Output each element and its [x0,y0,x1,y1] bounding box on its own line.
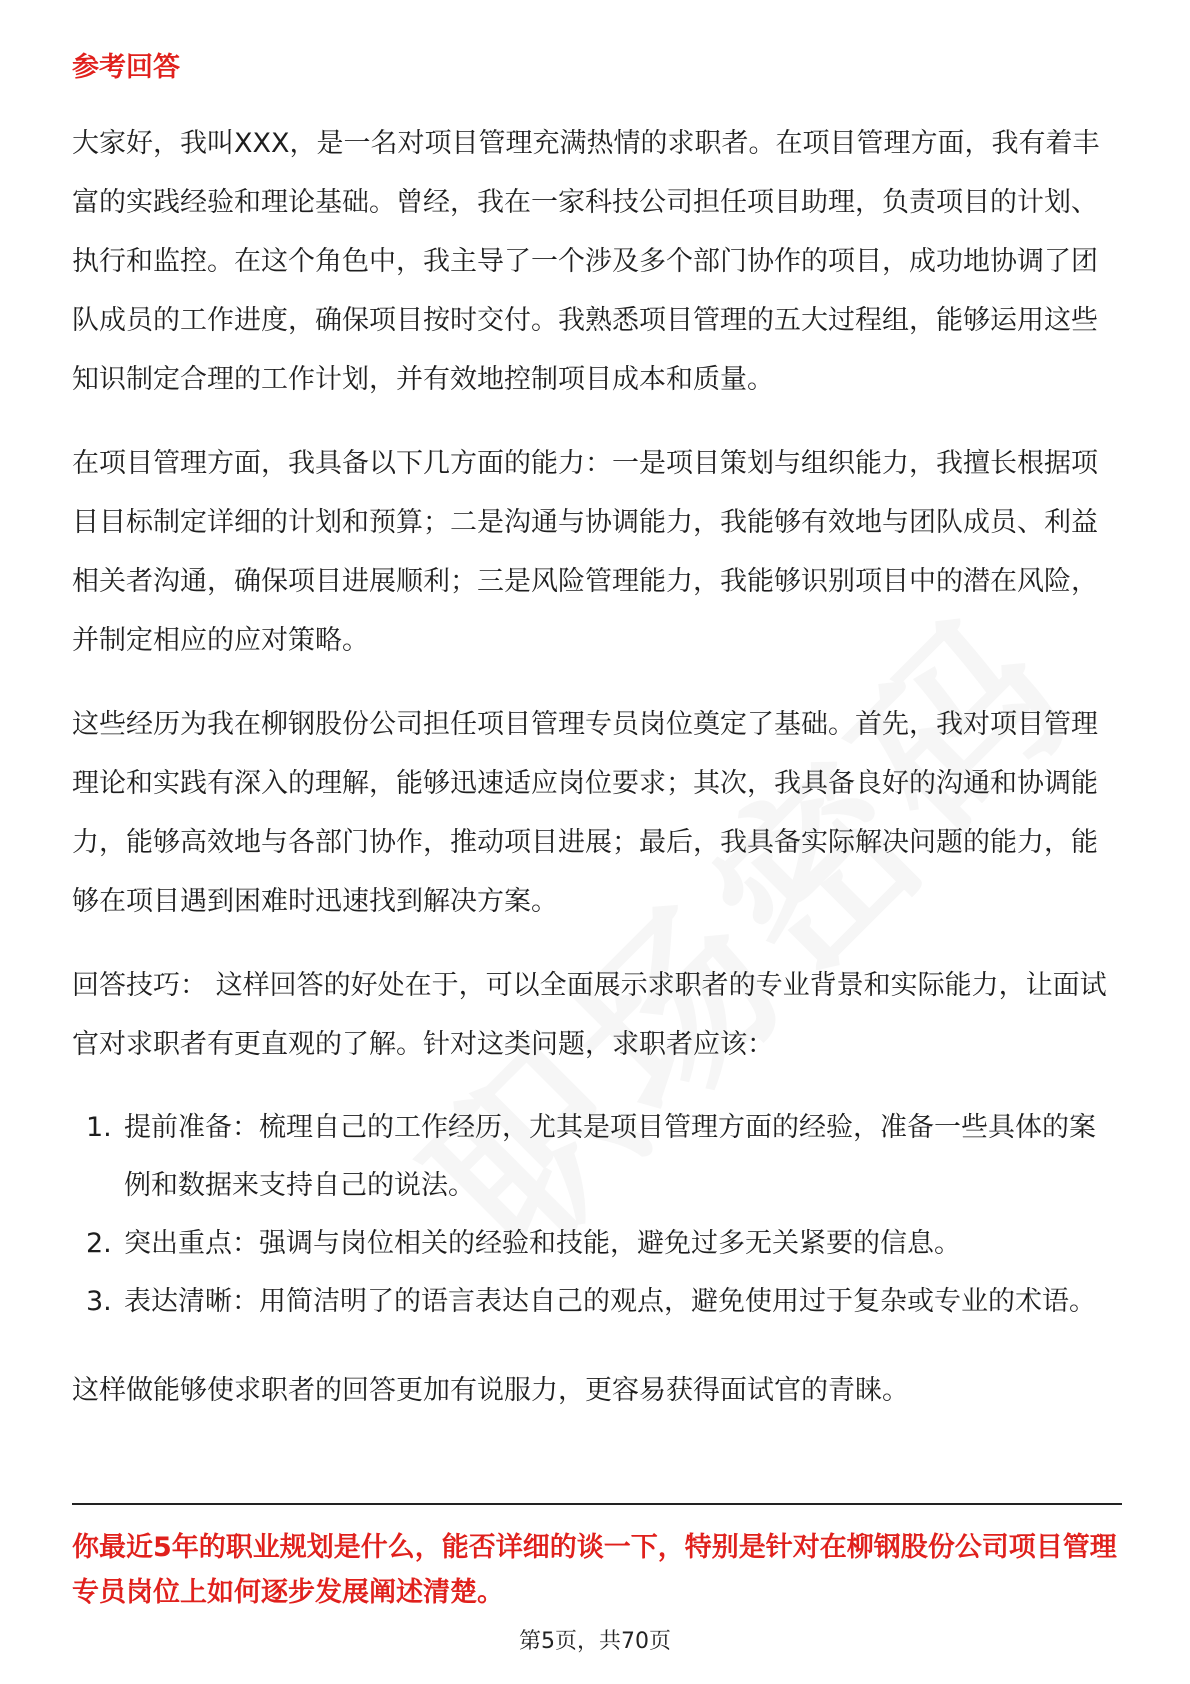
list-item [72,1273,1122,1331]
tips-list [72,1099,1122,1331]
list-item-text: 突出重点：强调与岗位相关的经验和技能，避免过多无关紧要的信息。 [124,1228,961,1259]
list-item [72,1215,1122,1273]
next-question: 你最近5年的职业规划是什么，能否详细的谈一下，特别是针对在柳钢股份公司项目管理专员岗位上如何逐步发展阐述清楚。 [72,1532,1117,1608]
list-item-number: 3. [86,1286,112,1317]
page-number: 第5页，共70页 [519,1629,671,1654]
tips-list-container [72,1099,1122,1331]
section-divider [72,1503,1122,1505]
conclusion-paragraph: 这样做能够使求职者的回答更加有说服力，更容易获得面试官的青睐。 [72,1375,909,1406]
list-item-text: 表达清晰：用简洁明了的语言表达自己的观点，避免使用过于复杂或专业的术语。 [124,1286,1096,1317]
list-item-number: 1. [86,1112,112,1143]
list-item [72,1099,1122,1215]
list-item-number: 2. [86,1228,112,1259]
answer-paragraph-1: 大家好，我叫XXX，是一名对项目管理充满热情的求职者。在项目管理方面，我有着丰富的实践经验和理论基础。曾经，我在一家科技公司担任项目助理，负责项目的计划、执行和监控。在这个角色中，我主导了一个涉及多个部门协作的项目，成功地协调了团队成员的工作进度，确保项目按时交付。我熟悉项目管理的五大过程组，能够运用这些知识制定合理的工作计划，并有效地控制项目成本和质量。 [72,128,1100,395]
answer-tips-intro: 回答技巧： 这样回答的好处在于，可以全面展示求职者的专业背景和实际能力，让面试官对求职者有更直观的了解。针对这类问题，求职者应该： [72,970,1107,1060]
document-page [72,48,1122,1445]
section-title: 参考回答 [72,52,180,83]
list-item-text: 提前准备：梳理自己的工作经历，尤其是项目管理方面的经验，准备一些具体的案例和数据来支持自己的说法。 [124,1112,1096,1201]
answer-paragraph-3: 这些经历为我在柳钢股份公司担任项目管理专员岗位奠定了基础。首先，我对项目管理理论和实践有深入的理解，能够迅速适应岗位要求；其次，我具备良好的沟通和协调能力，能够高效地与各部门协作，推动项目进展；最后，我具备实际解决问题的能力，能够在项目遇到困难时迅速找到解决方案。 [72,709,1098,917]
answer-paragraph-2: 在项目管理方面，我具备以下几方面的能力：一是项目策划与组织能力，我擅长根据项目目标制定详细的计划和预算；二是沟通与协调能力，我能够有效地与团队成员、利益相关者沟通，确保项目进展顺利；三是风险管理能力，我能够识别项目中的潜在风险，并制定相应的应对策略。 [72,448,1098,656]
